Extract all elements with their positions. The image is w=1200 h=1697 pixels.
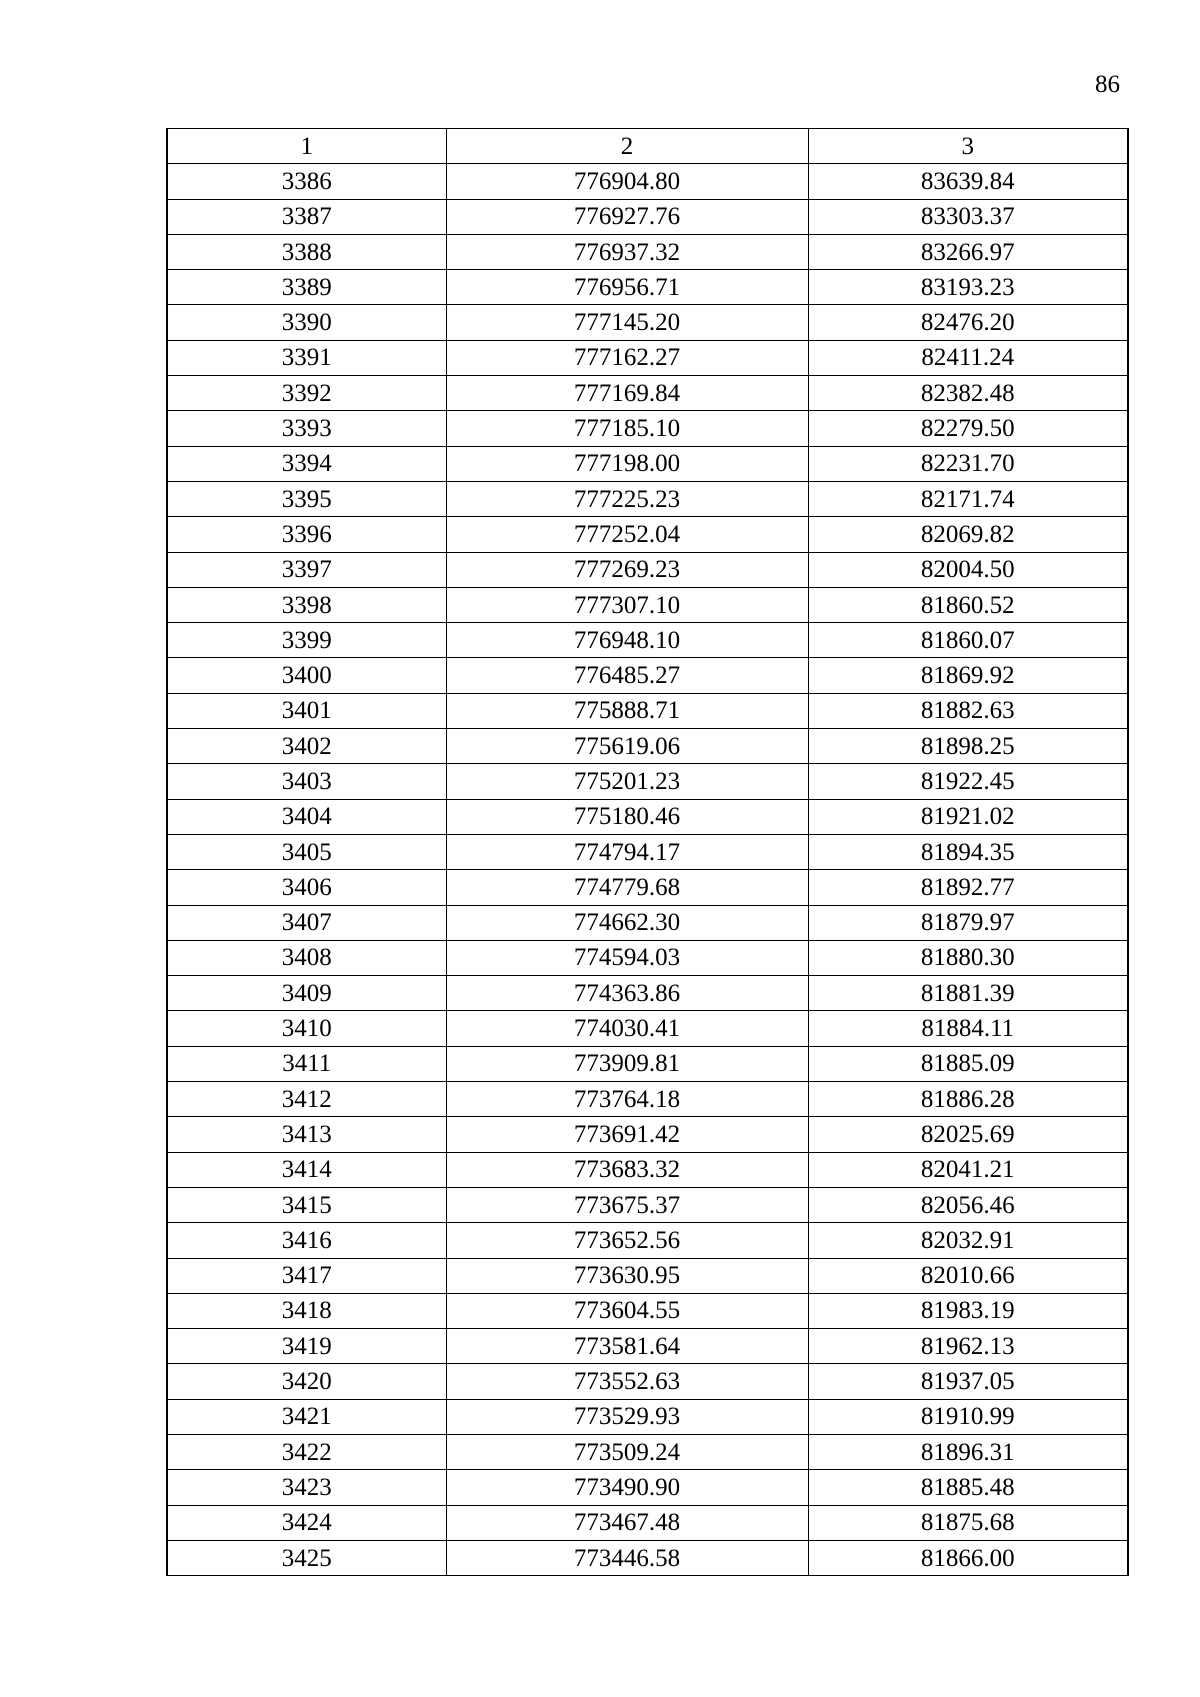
table-row <box>167 940 1128 975</box>
table-cell-col-1: 3396 <box>167 517 446 552</box>
table-cell-col-1: 3407 <box>167 905 446 940</box>
table-cell-col-2: 775201.23 <box>446 764 808 799</box>
table-cell-col-1: 3408 <box>167 940 446 975</box>
table-cell-col-3: 82010.66 <box>808 1258 1128 1293</box>
table-cell-col-1: 3412 <box>167 1082 446 1117</box>
header-cell-3: 3 <box>808 129 1128 164</box>
table-cell-col-1: 3395 <box>167 481 446 516</box>
table-cell-col-1: 3409 <box>167 976 446 1011</box>
table-cell-col-2: 775619.06 <box>446 729 808 764</box>
table-row <box>167 1187 1128 1222</box>
table-row <box>167 1540 1128 1575</box>
table-cell-col-3: 81898.25 <box>808 729 1128 764</box>
table-row <box>167 764 1128 799</box>
table-cell-col-2: 774594.03 <box>446 940 808 975</box>
table-row <box>167 799 1128 834</box>
table-cell-col-1: 3422 <box>167 1434 446 1469</box>
table-cell-col-3: 82032.91 <box>808 1223 1128 1258</box>
table-cell-col-1: 3401 <box>167 693 446 728</box>
table-cell-col-1: 3399 <box>167 623 446 658</box>
table-cell-col-3: 83639.84 <box>808 164 1128 199</box>
table-row <box>167 411 1128 446</box>
table-cell-col-2: 775888.71 <box>446 693 808 728</box>
table-row <box>167 446 1128 481</box>
table-cell-col-3: 81885.09 <box>808 1046 1128 1081</box>
table-cell-col-2: 773581.64 <box>446 1329 808 1364</box>
table-cell-col-2: 777307.10 <box>446 587 808 622</box>
table-cell-col-3: 81910.99 <box>808 1399 1128 1434</box>
table-row <box>167 1082 1128 1117</box>
table-cell-col-1: 3406 <box>167 870 446 905</box>
table-row <box>167 340 1128 375</box>
table-row <box>167 1329 1128 1364</box>
header-cell-1: 1 <box>167 129 446 164</box>
table-cell-col-2: 777162.27 <box>446 340 808 375</box>
table-cell-col-1: 3411 <box>167 1046 446 1081</box>
table-row <box>167 1046 1128 1081</box>
table-row <box>167 658 1128 693</box>
table-row <box>167 305 1128 340</box>
table-row <box>167 976 1128 1011</box>
table-row <box>167 552 1128 587</box>
coordinates-table <box>166 128 1129 1576</box>
table-row <box>167 623 1128 658</box>
table-cell-col-3: 81892.77 <box>808 870 1128 905</box>
table-cell-col-1: 3405 <box>167 834 446 869</box>
table-row <box>167 199 1128 234</box>
table-cell-col-3: 81880.30 <box>808 940 1128 975</box>
table-cell-col-1: 3419 <box>167 1329 446 1364</box>
table-cell-col-2: 777185.10 <box>446 411 808 446</box>
table-cell-col-1: 3397 <box>167 552 446 587</box>
table-row <box>167 1223 1128 1258</box>
table-row <box>167 164 1128 199</box>
table-cell-col-3: 82476.20 <box>808 305 1128 340</box>
table-header-row <box>167 129 1128 164</box>
table-cell-col-2: 777169.84 <box>446 376 808 411</box>
table-cell-col-1: 3386 <box>167 164 446 199</box>
table-cell-col-2: 776927.76 <box>446 199 808 234</box>
table-cell-col-3: 82004.50 <box>808 552 1128 587</box>
table-cell-col-2: 776485.27 <box>446 658 808 693</box>
table-cell-col-3: 81860.52 <box>808 587 1128 622</box>
table-cell-col-3: 83303.37 <box>808 199 1128 234</box>
table-cell-col-2: 777145.20 <box>446 305 808 340</box>
table-cell-col-1: 3387 <box>167 199 446 234</box>
page-number: 86 <box>1095 71 1120 98</box>
table-cell-col-2: 777252.04 <box>446 517 808 552</box>
table-cell-col-1: 3400 <box>167 658 446 693</box>
table-cell-col-1: 3415 <box>167 1187 446 1222</box>
table-cell-col-1: 3388 <box>167 234 446 269</box>
table-cell-col-2: 774363.86 <box>446 976 808 1011</box>
table-cell-col-2: 773446.58 <box>446 1540 808 1575</box>
table-cell-col-1: 3392 <box>167 376 446 411</box>
table-cell-col-3: 81882.63 <box>808 693 1128 728</box>
table-body <box>167 129 1128 1576</box>
table-cell-col-2: 773675.37 <box>446 1187 808 1222</box>
table-cell-col-2: 777269.23 <box>446 552 808 587</box>
table-cell-col-3: 82411.24 <box>808 340 1128 375</box>
table-row <box>167 1258 1128 1293</box>
table-cell-col-2: 773909.81 <box>446 1046 808 1081</box>
table-cell-col-2: 774794.17 <box>446 834 808 869</box>
table-row <box>167 729 1128 764</box>
table-cell-col-3: 82382.48 <box>808 376 1128 411</box>
table-cell-col-3: 81886.28 <box>808 1082 1128 1117</box>
table-cell-col-2: 773490.90 <box>446 1470 808 1505</box>
table-cell-col-2: 773552.63 <box>446 1364 808 1399</box>
table-cell-col-3: 82056.46 <box>808 1187 1128 1222</box>
table-cell-col-2: 773604.55 <box>446 1293 808 1328</box>
table-row <box>167 693 1128 728</box>
table-cell-col-3: 81962.13 <box>808 1329 1128 1364</box>
table-cell-col-3: 81885.48 <box>808 1470 1128 1505</box>
table-cell-col-3: 83266.97 <box>808 234 1128 269</box>
table-cell-col-1: 3394 <box>167 446 446 481</box>
table-cell-col-2: 776948.10 <box>446 623 808 658</box>
table-cell-col-1: 3414 <box>167 1152 446 1187</box>
table-cell-col-2: 776956.71 <box>446 270 808 305</box>
table-cell-col-2: 773630.95 <box>446 1258 808 1293</box>
table-row <box>167 587 1128 622</box>
table-cell-col-2: 777198.00 <box>446 446 808 481</box>
table-row <box>167 270 1128 305</box>
table-cell-col-3: 81860.07 <box>808 623 1128 658</box>
table-cell-col-1: 3425 <box>167 1540 446 1575</box>
table-row <box>167 1434 1128 1469</box>
table-row <box>167 234 1128 269</box>
table-row <box>167 834 1128 869</box>
table-row <box>167 481 1128 516</box>
table-cell-col-3: 81884.11 <box>808 1011 1128 1046</box>
header-cell-2: 2 <box>446 129 808 164</box>
table-cell-col-1: 3417 <box>167 1258 446 1293</box>
table-cell-col-2: 775180.46 <box>446 799 808 834</box>
table-cell-col-2: 776904.80 <box>446 164 808 199</box>
table-cell-col-1: 3416 <box>167 1223 446 1258</box>
table-row <box>167 1293 1128 1328</box>
table-cell-col-3: 81866.00 <box>808 1540 1128 1575</box>
table-cell-col-1: 3403 <box>167 764 446 799</box>
table-cell-col-3: 82279.50 <box>808 411 1128 446</box>
table-cell-col-1: 3420 <box>167 1364 446 1399</box>
table-cell-col-3: 81896.31 <box>808 1434 1128 1469</box>
table-cell-col-1: 3423 <box>167 1470 446 1505</box>
table-cell-col-3: 82069.82 <box>808 517 1128 552</box>
table-row <box>167 905 1128 940</box>
table-cell-col-3: 82025.69 <box>808 1117 1128 1152</box>
table-cell-col-3: 81983.19 <box>808 1293 1128 1328</box>
table-cell-col-3: 81879.97 <box>808 905 1128 940</box>
table-cell-col-1: 3391 <box>167 340 446 375</box>
table-cell-col-3: 81875.68 <box>808 1505 1128 1540</box>
table-cell-col-2: 773764.18 <box>446 1082 808 1117</box>
table-row <box>167 1117 1128 1152</box>
table-cell-col-2: 773683.32 <box>446 1152 808 1187</box>
table-cell-col-2: 774030.41 <box>446 1011 808 1046</box>
table-row <box>167 1152 1128 1187</box>
table-cell-col-2: 777225.23 <box>446 481 808 516</box>
table-cell-col-3: 81894.35 <box>808 834 1128 869</box>
table-cell-col-1: 3413 <box>167 1117 446 1152</box>
table-cell-col-3: 83193.23 <box>808 270 1128 305</box>
table-cell-col-1: 3424 <box>167 1505 446 1540</box>
table-cell-col-3: 81921.02 <box>808 799 1128 834</box>
table-cell-col-3: 81881.39 <box>808 976 1128 1011</box>
table-cell-col-1: 3390 <box>167 305 446 340</box>
table-cell-col-1: 3393 <box>167 411 446 446</box>
table-cell-col-2: 773509.24 <box>446 1434 808 1469</box>
table-cell-col-2: 773652.56 <box>446 1223 808 1258</box>
table-cell-col-2: 773529.93 <box>446 1399 808 1434</box>
table-cell-col-2: 774779.68 <box>446 870 808 905</box>
table-row <box>167 1505 1128 1540</box>
table-cell-col-2: 773691.42 <box>446 1117 808 1152</box>
table-cell-col-3: 81869.92 <box>808 658 1128 693</box>
table-row <box>167 1364 1128 1399</box>
table-cell-col-1: 3398 <box>167 587 446 622</box>
table-row <box>167 870 1128 905</box>
table-cell-col-1: 3421 <box>167 1399 446 1434</box>
table-cell-col-2: 774662.30 <box>446 905 808 940</box>
table-row <box>167 1399 1128 1434</box>
table-cell-col-1: 3410 <box>167 1011 446 1046</box>
table-row <box>167 1011 1128 1046</box>
table-cell-col-2: 773467.48 <box>446 1505 808 1540</box>
table-row <box>167 376 1128 411</box>
table-cell-col-3: 81937.05 <box>808 1364 1128 1399</box>
table-cell-col-2: 776937.32 <box>446 234 808 269</box>
table-cell-col-1: 3418 <box>167 1293 446 1328</box>
table-cell-col-3: 82171.74 <box>808 481 1128 516</box>
table-cell-col-3: 81922.45 <box>808 764 1128 799</box>
table-cell-col-1: 3404 <box>167 799 446 834</box>
table-row <box>167 517 1128 552</box>
table-cell-col-1: 3389 <box>167 270 446 305</box>
table-cell-col-3: 82231.70 <box>808 446 1128 481</box>
table-cell-col-1: 3402 <box>167 729 446 764</box>
table-cell-col-3: 82041.21 <box>808 1152 1128 1187</box>
table-row <box>167 1470 1128 1505</box>
